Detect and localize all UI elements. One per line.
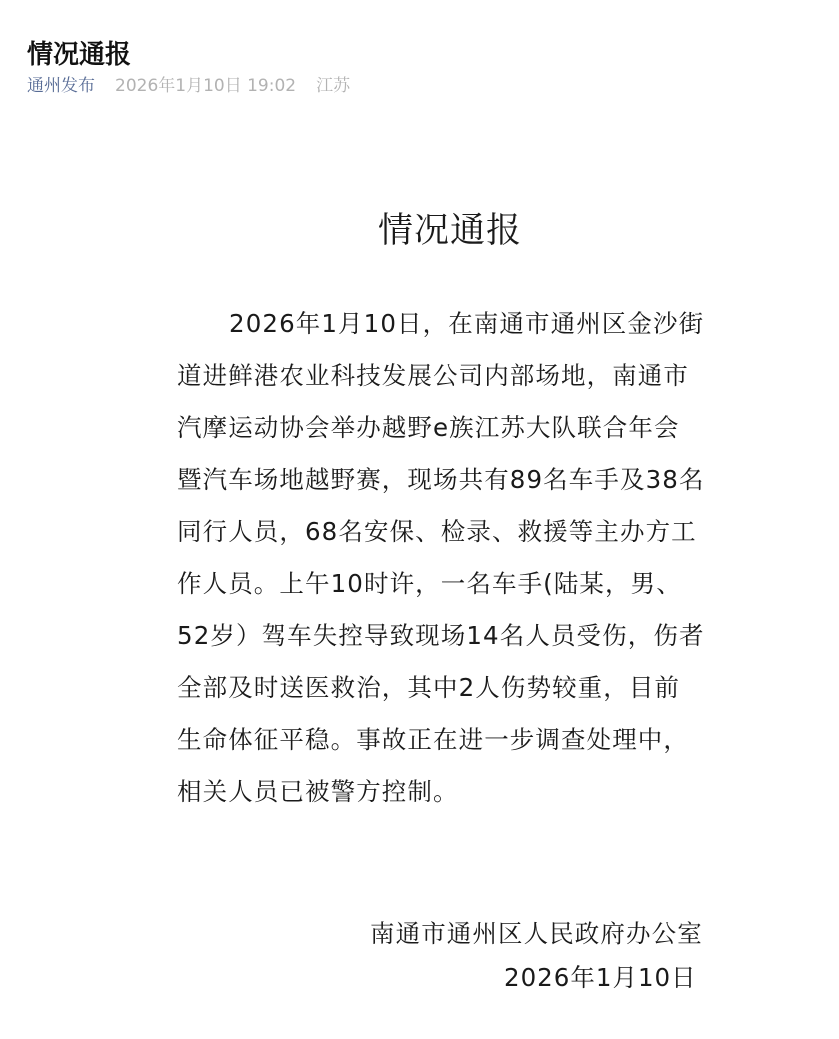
- signature-organization: 南通市通州区人民政府办公室: [370, 919, 703, 948]
- article-title: 情况通报: [27, 40, 132, 71]
- signature-date: 2026年1月10日: [504, 963, 697, 992]
- body-line: 52岁）驾车失控导致现场14名人员受伤，伤者: [177, 621, 705, 650]
- body-line: 2026年1月10日，在南通市通州区金沙街: [229, 309, 705, 338]
- body-line: 全部及时送医救治，其中2人伤势较重，目前: [177, 673, 681, 702]
- account-name-link[interactable]: 通州发布: [27, 76, 95, 96]
- body-line: 同行人员，68名安保、检录、救援等主办方工: [177, 517, 697, 546]
- body-line: 汽摩运动协会举办越野e族江苏大队联合年会: [177, 413, 680, 442]
- publish-time: 2026年1月10日 19:02: [115, 76, 297, 96]
- article-meta: [27, 73, 350, 99]
- body-line: 生命体征平稳。事故正在进一步调查处理中，: [177, 725, 689, 754]
- publish-region: 江苏: [316, 76, 351, 96]
- body-line: 暨汽车场地越野赛，现场共有89名车手及38名: [177, 465, 705, 494]
- document-body: [177, 305, 737, 825]
- document-signature: [370, 915, 730, 997]
- document-title: 情况通报: [377, 211, 522, 251]
- body-line: 作人员。上午10时许，一名车手(陆某，男、: [177, 569, 682, 598]
- body-line: 相关人员已被警方控制。: [177, 777, 459, 806]
- body-line: 道进鲜港农业科技发展公司内部场地，南通市: [177, 361, 689, 390]
